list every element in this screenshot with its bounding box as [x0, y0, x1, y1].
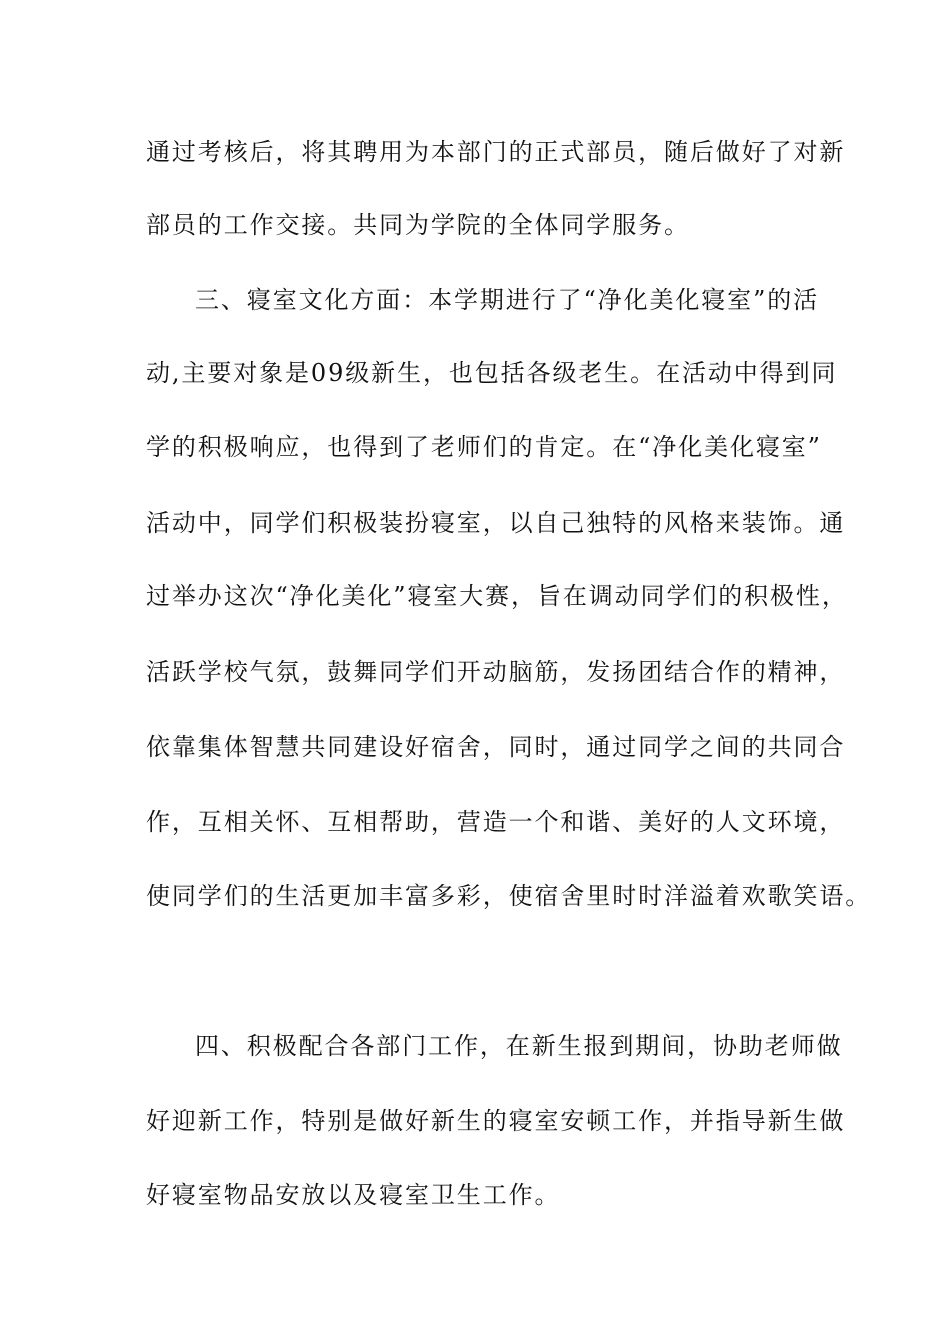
text-line: 作，互相关怀、互相帮助，营造一个和谐、美好的人文环境， [146, 808, 846, 836]
text-line: 好迎新工作，特别是做好新生的寝室安顿工作，并指导新生做 [146, 1107, 846, 1135]
text-line: 依靠集体智慧共同建设好宿舍，同时，通过同学之间的共同合 [146, 733, 846, 761]
text-line: 活跃学校气氛，鼓舞同学们开动脑筋，发扬团结合作的精神， [146, 658, 846, 686]
text-line: 活动中，同学们积极装扮寝室，以自己独特的风格来装饰。通 [146, 509, 846, 537]
text-line: 部员的工作交接。共同为学院的全体同学服务。 [146, 211, 690, 239]
text-line: 过举办这次“净化美化”寝室大赛，旨在调动同学们的积极性， [146, 582, 848, 610]
text-line: 四、积极配合各部门工作，在新生报到期间，协助老师做 [195, 1032, 843, 1060]
text-line: 动,主要对象是09级新生，也包括各级老生。在活动中得到同 [146, 359, 838, 387]
text-line: 三、寝室文化方面：本学期进行了“净化美化寝室”的活 [195, 286, 820, 314]
text-line: 使同学们的生活更加丰富多彩，使宿舍里时时洋溢着欢歌笑语。 [146, 882, 872, 910]
text-line: 通过考核后，将其聘用为本部门的正式部员，随后做好了对新 [146, 138, 846, 166]
text-line: 好寝室物品安放以及寝室卫生工作。 [146, 1181, 561, 1209]
text-line: 学的积极响应，也得到了老师们的肯定。在“净化美化寝室” [146, 433, 822, 461]
